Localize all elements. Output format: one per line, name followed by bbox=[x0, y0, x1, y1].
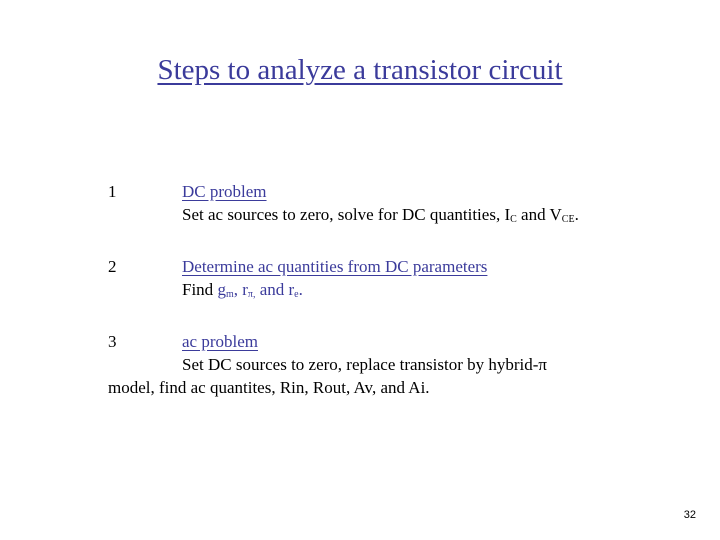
step-heading: ac problem bbox=[182, 332, 258, 351]
step-1 bbox=[108, 180, 688, 231]
step-2 bbox=[108, 255, 688, 306]
step-number: 2 bbox=[108, 257, 117, 276]
param-gm: g bbox=[217, 280, 226, 299]
step-description bbox=[182, 203, 688, 231]
text-segment: Find bbox=[182, 280, 218, 299]
slide-title: Steps to analyze a transistor circuit bbox=[157, 54, 563, 86]
subscript: C bbox=[510, 214, 517, 225]
text-segment: , bbox=[233, 280, 243, 299]
text-segment: . bbox=[298, 280, 303, 299]
subscript: CE bbox=[561, 214, 575, 225]
step-heading: DC problem bbox=[182, 182, 267, 201]
text-segment: and V bbox=[516, 205, 562, 224]
step-3 bbox=[108, 330, 688, 399]
step-description-line-2: model, find ac quantites, Rin, Rout, Av, and Ai. bbox=[108, 378, 430, 397]
steps-list bbox=[108, 180, 688, 399]
step-number: 1 bbox=[108, 182, 117, 201]
step-description bbox=[182, 278, 688, 306]
param-re: r bbox=[288, 280, 295, 299]
subscript: e bbox=[294, 289, 299, 300]
subscript: π, bbox=[247, 289, 256, 300]
text-segment: Set ac sources to zero, solve for DC quantities, I bbox=[182, 205, 511, 224]
step-heading: Determine ac quantities from DC parameters bbox=[182, 257, 488, 276]
text-segment: and bbox=[255, 280, 289, 299]
text-segment: . bbox=[574, 205, 579, 224]
subscript: m bbox=[225, 289, 234, 300]
step-description-line-1: Set DC sources to zero, replace transistor by hybrid-π bbox=[182, 355, 548, 374]
page-number: 32 bbox=[683, 509, 696, 521]
step-number: 3 bbox=[108, 332, 117, 351]
param-rpi: r bbox=[242, 280, 248, 299]
